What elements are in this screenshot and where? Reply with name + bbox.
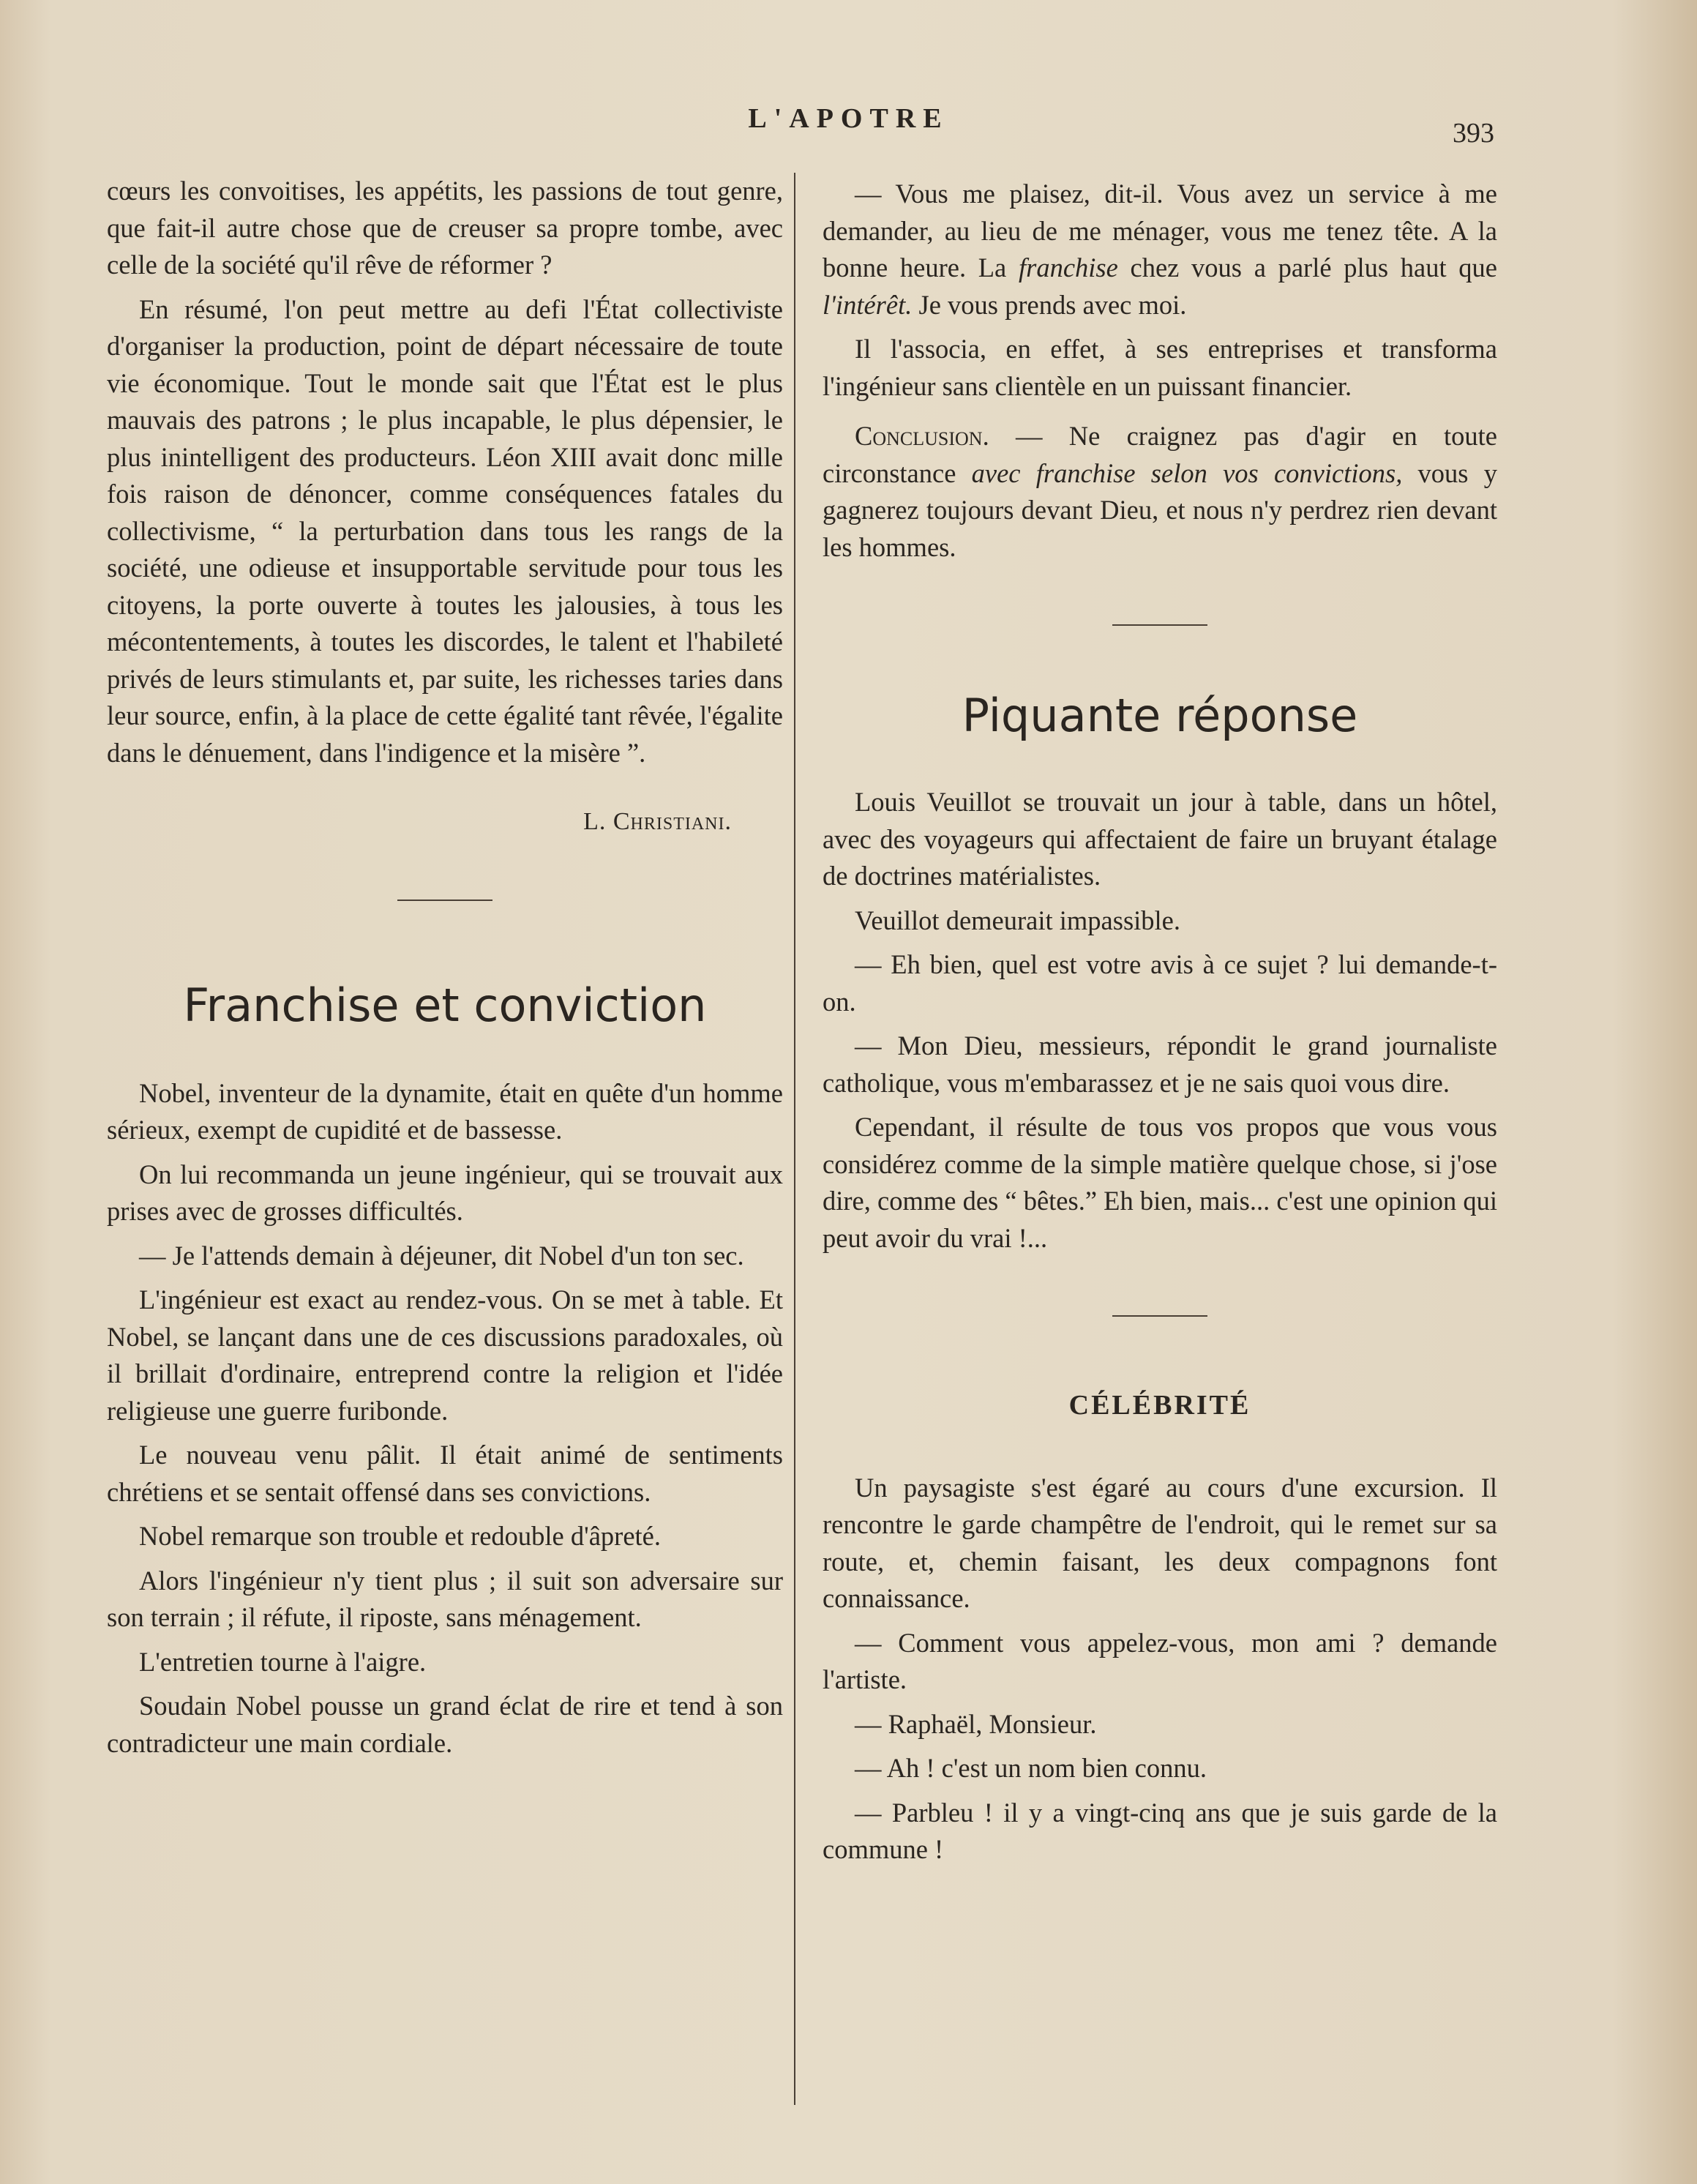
article-title: Franchise et conviction <box>183 978 707 1032</box>
paragraph: L'entretien tourne à l'aigre. <box>139 1646 427 1677</box>
text-run: — Vous me plaisez, dit-il. Vous avez un service à me demander, au lieu de me ménager, vous me tenez tête. A la bonne heure. La <box>823 179 1497 283</box>
paragraph: On lui recommanda un jeune ingénieur, qui se trouvait aux prises avec de grosses difficultés. <box>107 1159 783 1226</box>
section-separator <box>1112 624 1207 626</box>
text-run: Je vous prends avec moi. <box>912 289 1187 320</box>
italic-run: franchise <box>1018 253 1118 283</box>
italic-run: avec franchise selon vos convictions, <box>971 457 1403 488</box>
conclusion-label: Conclusion. <box>855 421 989 451</box>
text-run: — Ne craignez pas d'agir en toute circonstance <box>823 421 1497 488</box>
paragraph: — Parbleu ! il y a vingt-cinq ans que je suis garde de la commune ! <box>823 1797 1497 1864</box>
paragraph: Nobel remarque son trouble et redouble d'âpreté. <box>139 1521 661 1551</box>
column-divider <box>794 173 795 2105</box>
text-run: chez vous a parlé plus haut que <box>1117 253 1497 283</box>
paragraph: Alors l'ingénieur n'y tient plus ; il suit son adversaire sur son terrain ; il réfute, il riposte, sans ménagement. <box>107 1565 783 1632</box>
paragraph: — Mon Dieu, messieurs, répondit le grand journaliste catholique, vous m'embarassez et je ne sais quoi vous dire. <box>823 1031 1497 1098</box>
paragraph: — Eh bien, quel est votre avis à ce sujet ? lui demande-t-on. <box>823 949 1497 1017</box>
section-separator <box>1112 1315 1207 1317</box>
paragraph: Louis Veuillot se trouvait un jour à table, dans un hôtel, avec des voyageurs qui affectaient de faire un bruyant étalage de doctrines matérialistes. <box>823 787 1497 891</box>
paragraph: Veuillot demeurait impassible. <box>855 905 1181 935</box>
paragraph: L'ingénieur est exact au rendez-vous. On se met à table. Et Nobel, se lançant dans une de ces discussions paradoxales, où il brillait d'ordinaire, entreprend contre la religion et l'idée religieuse une guerre furibonde. <box>107 1284 783 1426</box>
paragraph: Un paysagiste s'est égaré au cours d'une excursion. Il rencontre le garde champêtre de l'endroit, qui le remet sur sa route, et, chemin faisant, les deux compagnons font connaissance. <box>823 1472 1497 1613</box>
author-signature: L. Christiani. <box>583 808 732 835</box>
article-title: CÉLÉBRITÉ <box>1068 1390 1251 1421</box>
running-title: L'APOTRE <box>748 103 949 134</box>
paragraph: Soudain Nobel pousse un grand éclat de rire et tend à son contradicteur une main cordiale. <box>107 1691 783 1758</box>
paragraph: Il l'associa, en effet, à ses entreprises et transforma l'ingénieur sans clientèle en un puissant financier. <box>823 334 1497 401</box>
italic-run: l'intérêt. <box>823 289 913 320</box>
paragraph: En résumé, l'on peut mettre au defi l'État collectiviste d'organiser la production, point de départ nécessaire de toute vie économique. Tout le monde sait que l'État est le plus mauvais des patrons ; le plus incapable, le plus dépensier, le plus inintelligent des producteurs. Léon XIII avait donc mille fois raison de dénoncer, comme conséquences fatales du collectivisme, “ la perturbation dans tous les rangs de la société, une odieuse et insupportable servitude pour tous les citoyens, la porte ouverte à toutes les jalousies, à tous les mécontentements, à toutes les discordes, le talent et l'habileté privés de leurs stimulants et, par suite, les richesses taries dans leur source, enfin, à la place de cette égalité tant rêvée, l'égalite dans le dénuement, dans l'indigence et la misère ”. <box>107 293 783 768</box>
paragraph: Le nouveau venu pâlit. Il était animé de sentiments chrétiens et se sentait offensé dans ses convictions. <box>107 1440 783 1507</box>
text-run: vous y gagnerez toujours devant Dieu, et nous n'y perdrez rien devant les hommes. <box>823 457 1497 562</box>
right-column <box>823 176 1497 1876</box>
paragraph <box>823 176 1497 324</box>
article-title: Piquante réponse <box>962 689 1358 742</box>
paragraph: cœurs les convoitises, les appétits, les passions de tout genre, que fait-il autre chose que de creuser sa propre tombe, avec celle de la société qu'il rêve de réformer ? <box>107 176 783 280</box>
page-number: 393 <box>1453 118 1494 149</box>
paragraph: — Je l'attends demain à déjeuner, dit Nobel d'un ton sec. <box>139 1240 744 1271</box>
left-column <box>107 173 783 1769</box>
paragraph: — Comment vous appelez-vous, mon ami ? demande l'artiste. <box>823 1627 1497 1694</box>
section-separator <box>397 900 492 901</box>
paragraph: — Raphaël, Monsieur. <box>855 1708 1097 1739</box>
paragraph: Nobel, inventeur de la dynamite, était en quête d'un homme sérieux, exempt de cupidité et de bassesse. <box>107 1077 783 1145</box>
paragraph: — Ah ! c'est un nom bien connu. <box>855 1753 1207 1783</box>
paragraph: Cependant, il résulte de tous vos propos que vous vous considérez comme de la simple matière quelque chose, si j'ose dire, comme des “ bêtes.” Eh bien, mais... c'est une opinion qui peut avoir du vrai !... <box>823 1112 1497 1253</box>
conclusion-paragraph <box>823 418 1497 566</box>
